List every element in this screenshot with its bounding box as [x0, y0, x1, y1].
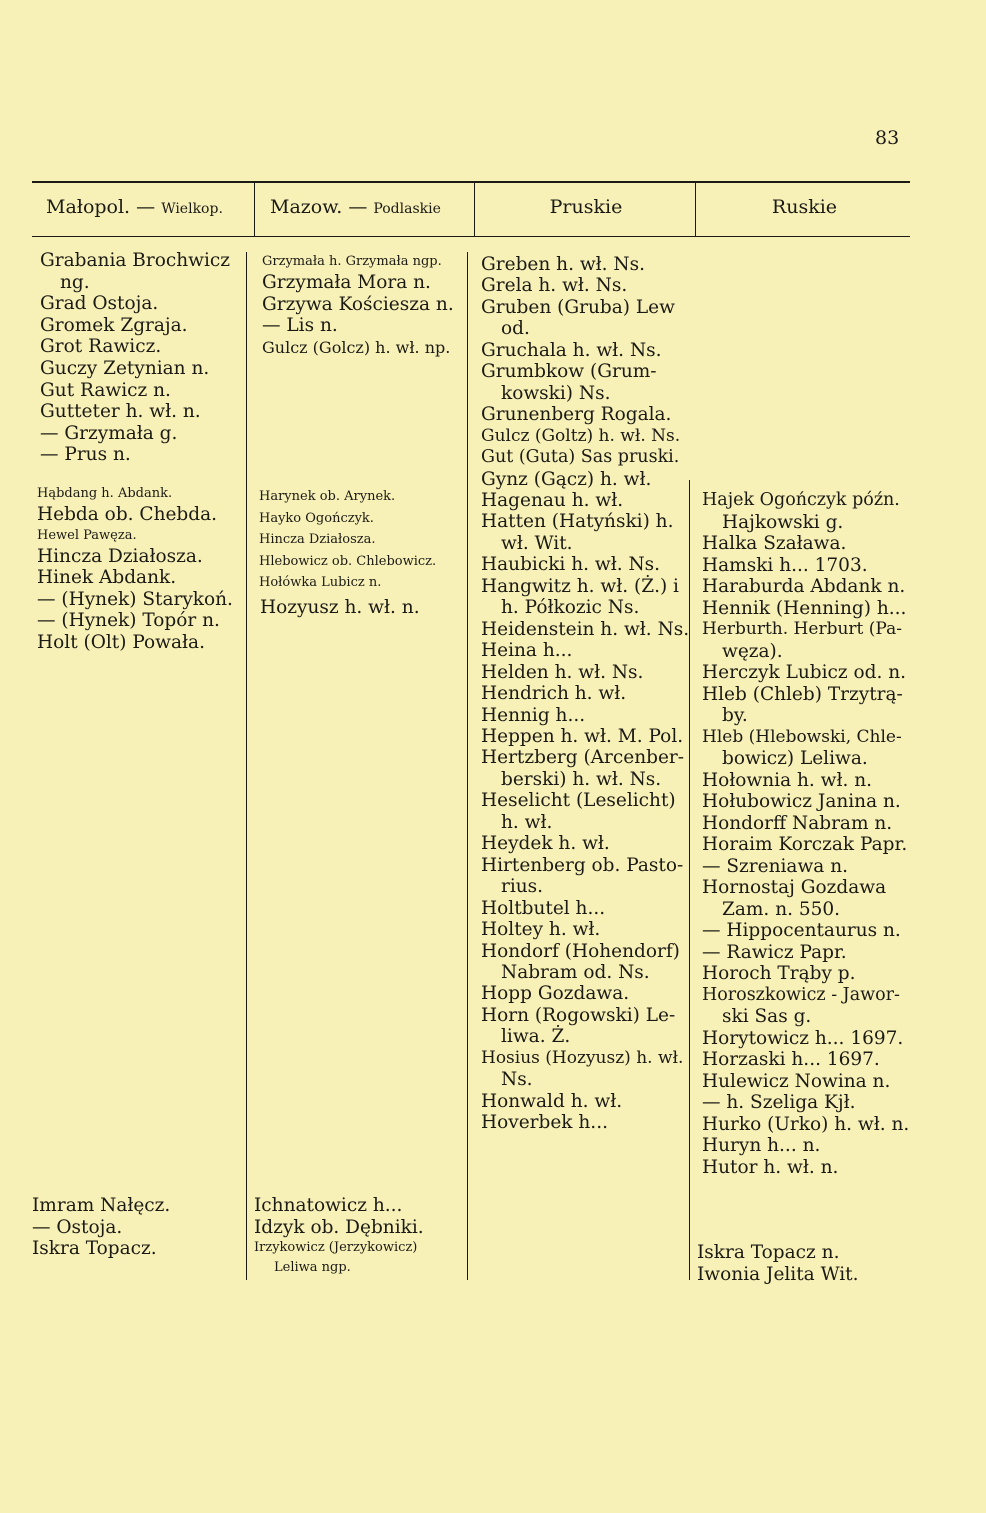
entry: Haubicki h. wł. Ns.	[481, 554, 661, 576]
column-divider	[254, 183, 255, 236]
entry: Iwonia Jelita Wit.	[697, 1263, 859, 1285]
entry: Hertzberg (Arcenber-	[481, 747, 684, 769]
entry: Gut Rawicz n.	[40, 379, 171, 401]
entry: Hondorff Nabram n.	[702, 812, 893, 834]
entry: rius.	[501, 876, 544, 898]
entry-small: Hąbdang h. Abdank.	[37, 486, 173, 501]
entry: Huryn h... n.	[702, 1135, 821, 1156]
col4-i-entries	[697, 1242, 859, 1285]
entry-small: Hincza Działosza.	[259, 532, 376, 547]
entry: Grad Ostoja.	[40, 293, 159, 315]
entry: Gruben (Gruba) Lew	[481, 296, 675, 318]
entry: Grela h. wł. Ns.	[481, 275, 628, 297]
entry: — Prus n.	[40, 444, 131, 466]
entry: Hosius (Hozyusz) h. wł.	[481, 1047, 684, 1068]
entry: Hirtenberg ob. Pasto-	[481, 854, 684, 876]
entry: by.	[722, 705, 748, 726]
entry: Gutteter h. wł. n.	[40, 401, 201, 423]
entry: Horoszkowicz - Jawor-	[702, 984, 900, 1005]
column-header-malopol	[46, 196, 246, 218]
entry: Gut (Guta) Sas pruski.	[481, 447, 680, 468]
header-sub: Wielkop.	[161, 201, 223, 217]
header-rule	[32, 236, 910, 237]
entry: Zam. n. 550.	[722, 898, 841, 920]
entry: Hozyusz h. wł. n.	[260, 597, 420, 618]
entry: Horzaski h... 1697.	[702, 1049, 880, 1070]
entry: Idzyk ob. Dębniki.	[254, 1216, 424, 1238]
entry: Honwald h. wł.	[481, 1090, 623, 1112]
entry: Gynz (Gącz) h. wł.	[481, 468, 652, 490]
entry: Heydek h. wł.	[481, 833, 610, 855]
entry: Herburth. Herburt (Pa-	[702, 619, 902, 639]
entry: berski) h. wł. Ns.	[501, 768, 662, 790]
entry-small: Leliwa ngp.	[274, 1260, 351, 1276]
col2-h-small-entries	[259, 486, 436, 594]
entry: — Szreniawa n.	[702, 855, 848, 877]
entry: ng.	[60, 271, 90, 293]
entry: Hinek Abdank.	[37, 567, 177, 589]
entry: Hamski h... 1703.	[702, 554, 868, 576]
entry: Hurko (Urko) h. wł. n.	[702, 1113, 910, 1135]
entry: Gruchala h. wł. Ns.	[481, 339, 662, 361]
entry: Heppen h. wł. M. Pol.	[481, 725, 684, 747]
entry: Hulewicz Nowina n.	[702, 1070, 891, 1092]
entry: Horoch Trąby p.	[702, 963, 856, 984]
entry: liwa. Ż.	[501, 1026, 571, 1048]
entry: węza).	[722, 640, 783, 662]
col1-g-entries	[40, 250, 230, 466]
entry: — Ostoja.	[32, 1216, 123, 1238]
entry: bowicz) Leliwa.	[722, 748, 868, 769]
entry: Grumbkow (Grum-	[481, 361, 657, 383]
entry: Heidenstein h. wł. Ns.	[481, 618, 690, 640]
entry: Hincza Działosza.	[37, 545, 203, 567]
entry: Hangwitz h. wł. (Ż.) i	[481, 575, 679, 597]
entry: Gulcz (Goltz) h. wł. Ns.	[481, 425, 681, 446]
entry: ski Sas g.	[722, 1006, 812, 1027]
entry: Grzymała Mora n.	[262, 272, 431, 293]
entry: Iskra Topacz n.	[697, 1242, 840, 1263]
entry: Gromek Zgraja.	[40, 314, 188, 336]
entry: Grot Rawicz.	[40, 336, 162, 358]
entry: — (Hynek) Topór n.	[37, 610, 220, 632]
column-divider	[467, 252, 468, 1280]
column-header-ruskie: Ruskie	[771, 196, 838, 218]
entry: od.	[501, 318, 530, 340]
entry-small: Hayko Ogończyk.	[259, 510, 374, 526]
entry-small: Grzymała h. Grzymała ngp.	[262, 254, 442, 269]
entry-small: Hewel Pawęza.	[37, 527, 137, 543]
header-main: Małopol. —	[46, 196, 156, 218]
col1-i-entries	[32, 1195, 170, 1260]
entry: Guczy Zetynian n.	[40, 357, 210, 379]
entry: Horytowicz h... 1697.	[702, 1027, 904, 1049]
entry: Hleb (Hlebowski, Chle-	[702, 726, 902, 747]
entry: Nabram od. Ns.	[501, 961, 650, 983]
entry: — Hippocentaurus n.	[702, 920, 901, 941]
entry: — Grzymała g.	[40, 422, 178, 444]
entry: Heselicht (Leselicht)	[481, 790, 676, 812]
entry: Holtey h. wł.	[481, 919, 601, 941]
entry: — h. Szeliga Kjł.	[702, 1092, 856, 1113]
col1-h-entries	[37, 484, 233, 654]
entry: Grunenberg Rogala.	[481, 404, 672, 426]
entry: Hennik (Henning) h...	[702, 597, 907, 619]
entry: Herczyk Lubicz od. n.	[702, 662, 907, 683]
col2-h-entries	[260, 597, 420, 619]
entry: Hleb (Chleb) Trzytrą-	[702, 683, 903, 705]
entry: Ns.	[501, 1069, 533, 1091]
entry: Grabania Brochwicz	[40, 250, 230, 271]
entry: — Lis n.	[262, 315, 338, 337]
col3-entries	[481, 254, 689, 1134]
entry: Holt (Olt) Powała.	[37, 631, 205, 653]
entry: Helden h. wł. Ns.	[481, 661, 644, 683]
header-main: Mazow. —	[270, 196, 368, 218]
entry: Hajek Ogończyk późn.	[702, 490, 900, 510]
entry: Hebda ob. Chebda.	[37, 504, 218, 525]
entry: Grzywa Kościesza n.	[262, 293, 454, 315]
entry: Hopp Gozdawa.	[481, 983, 630, 1005]
entry: Horn (Rogowski) Le-	[481, 1004, 676, 1026]
entry: Hondorf (Hohendorf)	[481, 940, 680, 962]
column-divider	[474, 183, 475, 236]
column-divider	[689, 480, 690, 1280]
entry: Hornostaj Gozdawa	[702, 877, 887, 898]
entry: wł. Wit.	[501, 532, 573, 554]
entry: — Rawicz Papr.	[702, 941, 847, 963]
header-sub: Podlaskie	[373, 201, 441, 217]
entry: h. Półkozic Ns.	[501, 597, 640, 619]
col2-i-entries	[254, 1195, 424, 1278]
entry: Hendrich h. wł.	[481, 683, 627, 705]
entry: Greben h. wł. Ns.	[481, 254, 645, 275]
entry: Horaim Korczak Papr.	[702, 834, 908, 855]
entry-small: Harynek ob. Arynek.	[259, 489, 396, 504]
page-number: 83	[875, 127, 900, 149]
entry: Halka Szaława.	[702, 533, 847, 554]
entry: Iskra Topacz.	[32, 1238, 157, 1260]
entry: Hatten (Hatyński) h.	[481, 511, 674, 533]
entry: Holtbutel h...	[481, 897, 606, 919]
column-header-pruskie: Pruskie	[549, 196, 623, 218]
entry: Hennig h...	[481, 704, 586, 726]
entry: h. wł.	[501, 811, 553, 833]
entry: Hutor h. wł. n.	[702, 1156, 839, 1178]
entry: Hołownia h. wł. n.	[702, 769, 873, 791]
entry: Hoverbek h...	[481, 1112, 608, 1134]
entry-small: Hlebowicz ob. Chlebowicz.	[259, 553, 437, 569]
col2-g-entries	[262, 252, 454, 359]
entry: Haraburda Abdank n.	[702, 576, 906, 597]
entry-small: Hołówka Lubicz n.	[259, 575, 382, 590]
entry: Hołubowicz Janina n.	[702, 791, 901, 812]
entry-small: Irzykowicz (Jerzykowicz)	[254, 1240, 418, 1256]
col4-entries	[702, 490, 909, 1178]
entry: kowski) Ns.	[501, 382, 611, 404]
entry: Hagenau h. wł.	[481, 489, 624, 511]
entry: — (Hynek) Starykoń.	[37, 588, 233, 610]
entry: Hajkowski g.	[722, 511, 844, 533]
entry: Gulcz (Golcz) h. wł. np.	[262, 337, 451, 357]
column-divider	[246, 252, 247, 1280]
entry: Imram Nałęcz.	[32, 1195, 171, 1216]
entry: Ichnatowicz h...	[254, 1195, 403, 1216]
column-header-mazow	[270, 196, 470, 218]
top-rule	[32, 181, 910, 183]
entry: Heina h...	[481, 640, 573, 662]
